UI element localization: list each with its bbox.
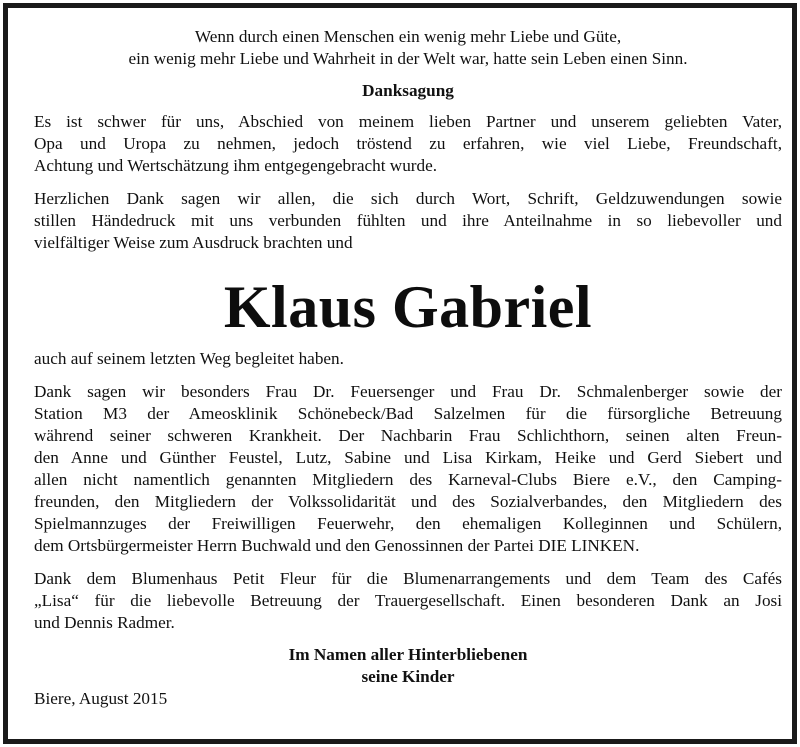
paragraph-line: Spielmannzuges der Freiwilligen Feuerwehr, den ehemaligen Kolleginnen und Schülern, [34, 514, 782, 533]
paragraph-line: allen nicht namentlich genannten Mitgliedern des Karneval-Clubs Biere e.V., den Camping- [34, 470, 782, 489]
paragraph-line: „Lisa“ für die liebevolle Betreuung der Trauergesellschaft. Einen besonderen Dank an Josi [34, 591, 782, 610]
heading-danksagung: Danksagung [362, 81, 454, 100]
paragraph-thanks [34, 188, 782, 254]
paragraph-farewell [34, 111, 782, 177]
paragraph-line: freunden, den Mitgliedern der Volkssolidarität und des Sozialverbandes, den Mitgliedern des [34, 492, 782, 511]
motto-line-2: ein wenig mehr Liebe und Wahrheit in der Welt war, hatte sein Leben einen Sinn. [128, 49, 688, 68]
paragraph-line: während seiner schweren Krankheit. Der Nachbarin Frau Schlichthorn, seinen alten Freun- [34, 426, 782, 445]
closing-line-2: seine Kinder [361, 667, 455, 686]
paragraph-line: Achtung und Wertschätzung ihm entgegengebracht wurde. [34, 156, 438, 175]
paragraph-last-journey [34, 348, 782, 370]
paragraph-special-thanks [34, 381, 782, 557]
paragraph-line: Opa und Uropa zu nehmen, jedoch tröstend zu erfahren, wie viel Liebe, Freundschaft, [34, 134, 782, 153]
paragraph-line: und Dennis Radmer. [34, 613, 175, 632]
motto-quote [34, 26, 782, 70]
closing-signature [34, 644, 782, 688]
paragraph-line: Dank sagen wir besonders Frau Dr. Feuersenger und Frau Dr. Schmalenberger sowie der [34, 382, 782, 401]
deceased-name: Klaus Gabriel [223, 274, 593, 340]
paragraph-line: vielfältiger Weise zum Ausdruck brachten und [34, 233, 353, 252]
obituary-frame [3, 3, 797, 744]
paragraph-line: auch auf seinem letzten Weg begleitet haben. [34, 349, 344, 368]
paragraph-line: Dank dem Blumenhaus Petit Fleur für die Blumenarrangements und dem Team des Cafés [34, 569, 782, 588]
paragraph-line: Station M3 der Ameosklinik Schönebeck/Bad Salzelmen für die fürsorgliche Betreuung [34, 404, 782, 423]
obituary-content [34, 26, 782, 710]
paragraph-florist-cafe [34, 568, 782, 634]
paragraph-line: Es ist schwer für uns, Abschied von meinem lieben Partner und unserem geliebten Vater, [34, 112, 782, 131]
motto-line-1: Wenn durch einen Menschen ein wenig mehr Liebe und Güte, [194, 27, 622, 46]
paragraph-line: stillen Händedruck mit uns verbunden fühlten und ihre Anteilnahme in so liebevoller und [34, 211, 782, 230]
closing-line-1: Im Namen aller Hinterbliebenen [288, 645, 528, 664]
paragraph-line: dem Ortsbürgermeister Herrn Buchwald und den Genossinnen der Partei DIE LINKEN. [34, 536, 640, 555]
paragraph-line: Herzlichen Dank sagen wir allen, die sich durch Wort, Schrift, Geldzuwendungen sowie [34, 189, 782, 208]
place-date: Biere, August 2015 [34, 689, 168, 708]
paragraph-line: den Anne und Günther Feustel, Lutz, Sabine und Lisa Kirkam, Heike und Gerd Siebert und [34, 448, 782, 467]
